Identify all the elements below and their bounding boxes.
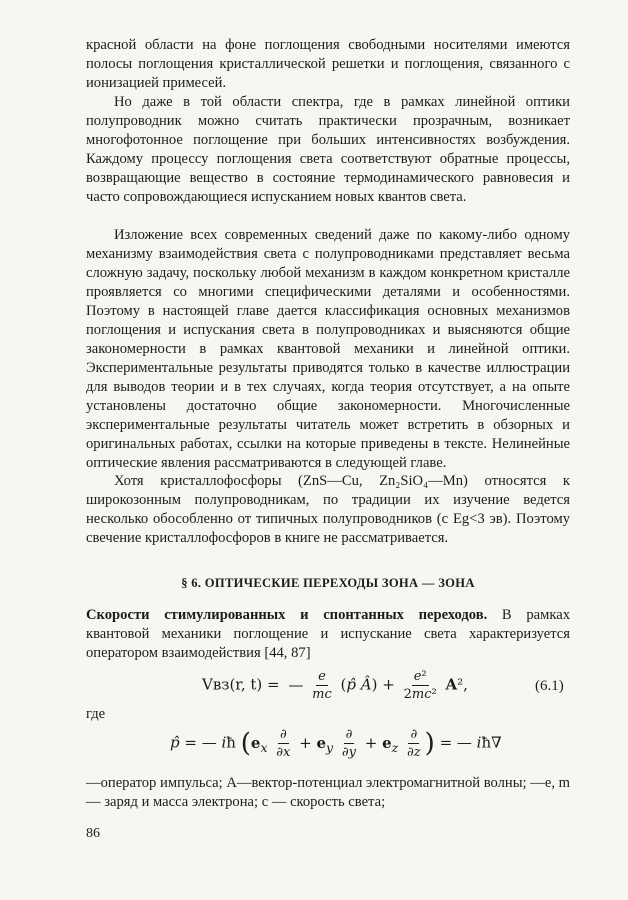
fraction-e-mc: $\frac{e}{mc}$	[312, 669, 332, 702]
equation-6-1: Vвз(r, t) = — $\frac{e}{mc}$ (p̂ Â) + $\frac{\text{e²}}{\text{2mc²}}$ A²,	[202, 669, 468, 702]
paragraph-2: Но даже в той области спектра, где в рамках линейной оптики полупроводник можно считать практически прозрачным, возникает многофотонное поглощение при больших интенсивностях возбуждения. Каждому процессу поглощения света соответствуют обратные процессы, возвращающие вещество в состояние термодинамического равновесия и часто сопровождающиеся испусканием новых квантов света.	[86, 94, 570, 205]
section-heading: § 6. ОПТИЧЕСКИЕ ПЕРЕХОДЫ ЗОНА — ЗОНА	[181, 576, 475, 590]
subsection-text: В рамках квантовой механики поглощение и испускание света характеризуется оператором взаимодействия [44, 87]	[86, 607, 570, 661]
operator-description: —оператор импульса; A—вектор-потенциал электромагнитной волны; —e, m — заряд и масса электрона; c — скорость света;	[86, 775, 570, 810]
equation-number: (6.1)	[535, 678, 564, 694]
paragraph-3: Изложение всех современных сведений даже по какому-либо одному механизму взаимодействия света с полупроводниками представляет весьма сложную задачу, поскольку любой механизм в каждом конкретном кристалле проявляется со многими специфическими деталями и особенностями. Поэтому в настоящей главе дается классификация основных механизмов поглощения и испускания света в полупроводниках и выясняются общие закономерности в рамках квантовой механики и линейной оптики. Экспериментальные результаты приводятся только в качестве иллюстрации для выводов теории и в тех случаях, когда теория отсутствует, а на опыте установлены достаточно общие закономерности. Многочисленные экспериментальные результаты читатель может встретить в обзорных и оригинальных работах, ссылки на которые приведены в тексте. Нелинейные оптические явления рассматриваются в следующей главе.	[86, 227, 570, 471]
paragraph-1: красной области на фоне поглощения свободными носителями имеются полосы поглощения кристаллической решетки и поглощения, связанного с ионизацией примесей.	[86, 37, 570, 91]
page-number: 86	[86, 826, 100, 841]
equation-lhs: Vвз(r, t) =	[202, 675, 280, 694]
paragraph-4: Хотя кристаллофосфоры (ZnS—Cu, Zn₂SiO₄—Mn) относятся к широкозонным полупроводникам, по традиции их изучение ведется несколько обособленно от типичных полупроводников (с Eg<3 эв). Поэтому свечение кристаллофосфоров в книге не рассматривается.	[86, 473, 570, 546]
subsection-title: Скорости стимулированных и спонтанных переходов.	[86, 607, 488, 623]
subsection-paragraph	[86, 606, 570, 663]
momentum-operator-equation: p̂ = — iħ ($e_x$ $\frac{\partial}{\partial x}$ + $e_y$ $\frac{\partial}{\partial y}$ + $e_z$ $\frac{\partial}{\partial z}$ ) = — iħ∇	[170, 727, 502, 760]
where-label: где	[86, 706, 106, 722]
fraction-e2-2mc2: $\frac{\text{e²}}{\text{2mc²}}$	[403, 669, 437, 702]
